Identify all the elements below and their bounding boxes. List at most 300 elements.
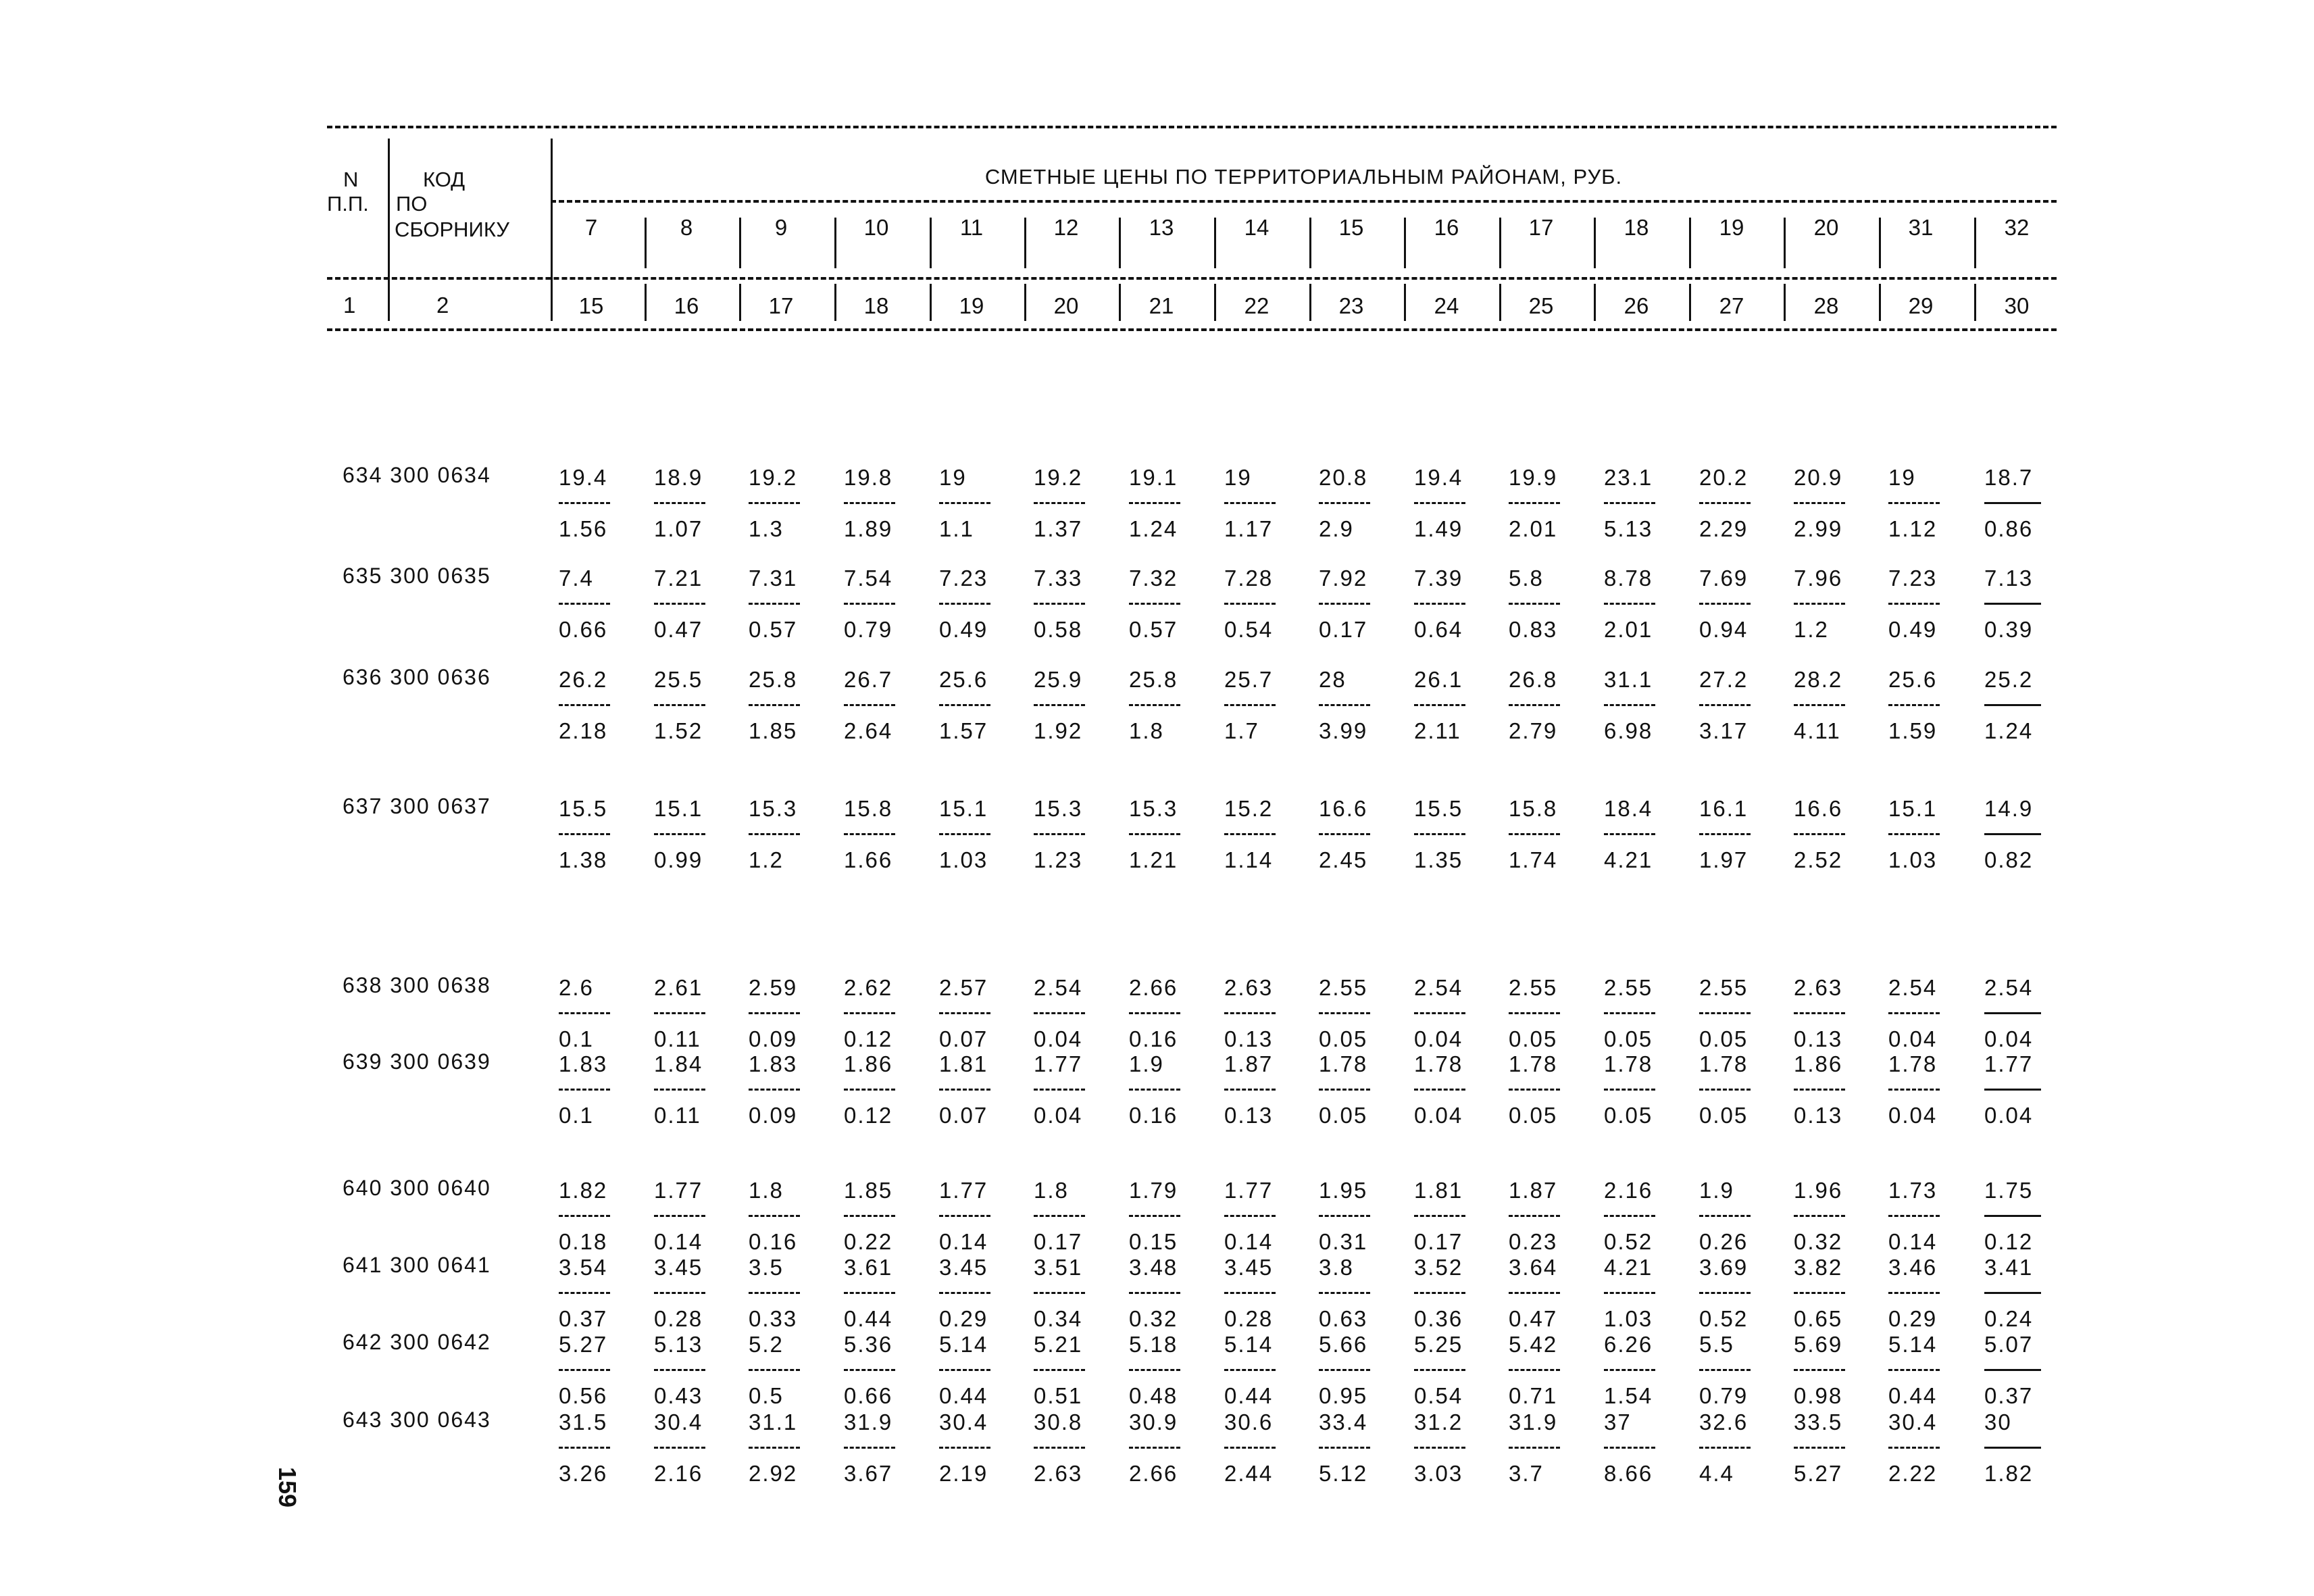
cost-value: 0.49	[939, 617, 988, 642]
price-value: 5.5	[1699, 1332, 1734, 1357]
price-cell	[844, 1051, 925, 1128]
cost-value: 0.16	[749, 1229, 798, 1254]
price-value: 27.2	[1699, 667, 1749, 692]
cost-value: 0.14	[1224, 1229, 1274, 1254]
price-value: 3.52	[1414, 1255, 1463, 1280]
cost-value: 0.48	[1129, 1383, 1178, 1408]
price-cell	[1224, 1332, 1305, 1409]
price-cell	[1604, 1051, 1685, 1128]
price-cell	[1414, 796, 1495, 873]
price-cell	[939, 1332, 1020, 1409]
cost-value: 0.05	[1319, 1026, 1368, 1051]
price-cell	[939, 566, 1020, 643]
price-value: 1.87	[1224, 1051, 1274, 1076]
price-value: 5.36	[844, 1332, 893, 1357]
colnum-separator	[1974, 284, 1976, 321]
fraction-bar	[654, 1012, 705, 1014]
fraction-bar	[1034, 704, 1085, 706]
price-value: 20.2	[1699, 465, 1749, 490]
price-cell	[1509, 1332, 1590, 1409]
price-value: 33.5	[1794, 1410, 1843, 1435]
price-value: 25.6	[939, 667, 988, 692]
row-code: 635 300 0635	[343, 564, 491, 588]
price-value: 7.28	[1224, 566, 1274, 591]
colnum-separator	[930, 284, 932, 321]
price-value: 15.1	[939, 796, 988, 821]
col2-label-line1: КОД	[423, 168, 466, 191]
price-value: 5.21	[1034, 1332, 1083, 1357]
cost-value: 0.13	[1794, 1026, 1843, 1051]
price-cell	[1699, 667, 1780, 744]
cost-value: 0.04	[1034, 1103, 1083, 1128]
price-cell	[1699, 465, 1780, 542]
fraction-bar	[1984, 1215, 2041, 1217]
district-separator	[1404, 218, 1406, 268]
price-cell	[1414, 1255, 1495, 1332]
price-cell	[654, 796, 735, 873]
fraction-bar	[1509, 1447, 1560, 1449]
fraction-bar	[559, 1292, 610, 1294]
fraction-bar	[1129, 1012, 1180, 1014]
price-value: 3.64	[1509, 1255, 1558, 1280]
cost-value: 1.57	[939, 718, 988, 743]
fraction-bar	[1129, 833, 1180, 835]
fraction-bar	[1224, 1292, 1276, 1294]
fraction-bar	[1414, 1012, 1465, 1014]
column-number: 18	[863, 293, 889, 318]
price-value: 1.86	[844, 1051, 893, 1076]
price-cell	[1034, 1332, 1115, 1409]
cost-value: 1.24	[1129, 516, 1178, 541]
district-number: 8	[680, 215, 693, 240]
price-value: 4.21	[1604, 1255, 1653, 1280]
price-value: 1.77	[1984, 1051, 2034, 1076]
cost-value: 0.1	[559, 1026, 594, 1051]
fraction-bar	[1319, 1369, 1370, 1371]
fraction-bar	[1888, 1292, 1940, 1294]
price-cell	[1888, 465, 1969, 542]
price-value: 30.8	[1034, 1410, 1083, 1435]
price-value: 14.9	[1984, 796, 2034, 821]
price-value: 31.2	[1414, 1410, 1463, 1435]
price-cell	[1888, 1332, 1969, 1409]
price-value: 25.9	[1034, 667, 1083, 692]
fraction-bar	[1319, 1292, 1370, 1294]
fraction-bar	[844, 1292, 895, 1294]
price-cell	[1129, 667, 1210, 744]
district-separator	[930, 218, 932, 268]
fraction-bar	[1888, 704, 1940, 706]
fraction-bar	[1414, 704, 1465, 706]
price-cell	[1604, 1410, 1685, 1487]
price-cell	[1319, 1410, 1400, 1487]
price-value: 19.8	[844, 465, 893, 490]
price-value: 3.54	[559, 1255, 608, 1280]
price-cell	[1984, 1410, 2065, 1487]
price-value: 2.55	[1509, 975, 1558, 1000]
price-value: 31.9	[1509, 1410, 1558, 1435]
price-cell	[1034, 975, 1115, 1052]
price-value: 5.2	[749, 1332, 784, 1357]
price-cell	[559, 975, 640, 1052]
cost-value: 0.33	[749, 1306, 798, 1331]
price-cell	[1794, 1410, 1875, 1487]
cost-value: 8.66	[1604, 1461, 1653, 1486]
price-cell	[844, 1410, 925, 1487]
price-cell	[1129, 566, 1210, 643]
fraction-bar	[1509, 1089, 1560, 1091]
price-cell	[1699, 1410, 1780, 1487]
price-value: 15.8	[1509, 796, 1558, 821]
fraction-bar	[1984, 704, 2041, 706]
price-value: 26.1	[1414, 667, 1463, 692]
cost-value: 2.18	[559, 718, 608, 743]
row-code: 639 300 0639	[343, 1049, 491, 1074]
fraction-bar	[844, 704, 895, 706]
price-value: 16.6	[1319, 796, 1368, 821]
district-number: 14	[1244, 215, 1269, 240]
fraction-bar	[1034, 502, 1085, 504]
fraction-bar	[1888, 1369, 1940, 1371]
fraction-bar	[939, 603, 990, 605]
price-value: 19.2	[1034, 465, 1083, 490]
price-value: 2.54	[1414, 975, 1463, 1000]
price-cell	[1129, 796, 1210, 873]
fraction-bar	[1604, 1089, 1655, 1091]
price-cell	[844, 667, 925, 744]
district-number: 15	[1338, 215, 1364, 240]
price-cell	[1604, 465, 1685, 542]
cost-value: 5.27	[1794, 1461, 1843, 1486]
price-value: 7.13	[1984, 566, 2034, 591]
price-cell	[939, 1255, 1020, 1332]
price-value: 2.66	[1129, 975, 1178, 1000]
price-cell	[1794, 975, 1875, 1052]
price-cell	[1034, 667, 1115, 744]
price-value: 30.4	[654, 1410, 703, 1435]
cost-value: 2.01	[1509, 516, 1558, 541]
price-cell	[1984, 667, 2065, 744]
fraction-bar	[1604, 603, 1655, 605]
cost-value: 0.34	[1034, 1306, 1083, 1331]
price-cell	[1888, 566, 1969, 643]
price-cell	[559, 667, 640, 744]
price-cell	[1794, 667, 1875, 744]
cost-value: 0.14	[939, 1229, 988, 1254]
price-cell	[1319, 1332, 1400, 1409]
fraction-bar	[1034, 603, 1085, 605]
price-cell	[1604, 1332, 1685, 1409]
price-value: 37	[1604, 1410, 1632, 1435]
price-cell	[749, 796, 830, 873]
fraction-bar	[1509, 1012, 1560, 1014]
price-cell	[749, 1051, 830, 1128]
fraction-bar	[1129, 1447, 1180, 1449]
fraction-bar	[1794, 1012, 1845, 1014]
price-cell	[1984, 1051, 2065, 1128]
district-separator	[1689, 218, 1691, 268]
fraction-bar	[1604, 704, 1655, 706]
district-number: 13	[1149, 215, 1174, 240]
cost-value: 1.8	[1129, 718, 1164, 743]
price-value: 5.13	[654, 1332, 703, 1357]
price-value: 1.85	[844, 1178, 893, 1203]
fraction-bar	[1604, 1292, 1655, 1294]
fraction-bar	[1699, 1292, 1751, 1294]
cost-value: 1.35	[1414, 847, 1463, 872]
price-value: 19.4	[1414, 465, 1463, 490]
price-cell	[1414, 667, 1495, 744]
price-value: 2.55	[1319, 975, 1368, 1000]
price-value: 2.16	[1604, 1178, 1653, 1203]
fraction-bar	[1794, 1369, 1845, 1371]
cost-value: 1.66	[844, 847, 893, 872]
cost-value: 5.12	[1319, 1461, 1368, 1486]
fraction-bar	[559, 1012, 610, 1014]
fraction-bar	[844, 1089, 895, 1091]
price-cell	[559, 1255, 640, 1332]
price-cell	[1414, 1410, 1495, 1487]
price-cell	[1224, 667, 1305, 744]
price-value: 19	[939, 465, 967, 490]
cost-value: 0.24	[1984, 1306, 2034, 1331]
fraction-bar	[1794, 1215, 1845, 1217]
price-cell	[1414, 975, 1495, 1052]
price-value: 2.61	[654, 975, 703, 1000]
fraction-bar	[1319, 502, 1370, 504]
price-cell	[1984, 1332, 2065, 1409]
price-cell	[1224, 465, 1305, 542]
colnum-separator	[1879, 284, 1881, 321]
price-cell	[1699, 566, 1780, 643]
price-value: 31.5	[559, 1410, 608, 1435]
fraction-bar	[1129, 1369, 1180, 1371]
cost-value: 0.36	[1414, 1306, 1463, 1331]
col2-label-line3: СБОРНИКУ	[395, 218, 509, 241]
cost-value: 0.56	[559, 1383, 608, 1408]
price-cell	[939, 1178, 1020, 1255]
cost-value: 2.22	[1888, 1461, 1938, 1486]
cost-value: 0.54	[1224, 617, 1274, 642]
price-value: 2.54	[1984, 975, 2034, 1000]
price-cell	[1509, 796, 1590, 873]
fraction-bar	[749, 502, 800, 504]
fraction-bar	[654, 603, 705, 605]
price-cell	[1224, 566, 1305, 643]
fraction-bar	[939, 833, 990, 835]
cost-value: 0.1	[559, 1103, 594, 1128]
price-value: 1.77	[1224, 1178, 1274, 1203]
cost-value: 0.99	[654, 847, 703, 872]
fraction-bar	[654, 1369, 705, 1371]
row-code: 637 300 0637	[343, 794, 491, 818]
price-value: 1.78	[1699, 1051, 1749, 1076]
price-value: 5.66	[1319, 1332, 1368, 1357]
price-value: 7.54	[844, 566, 893, 591]
price-value: 5.14	[939, 1332, 988, 1357]
price-cell	[1509, 465, 1590, 542]
price-cell	[1034, 796, 1115, 873]
fraction-bar	[559, 1369, 610, 1371]
fraction-bar	[1984, 833, 2041, 835]
cost-value: 1.59	[1888, 718, 1938, 743]
cost-value: 2.29	[1699, 516, 1749, 541]
cost-value: 0.79	[844, 617, 893, 642]
fraction-bar	[1319, 704, 1370, 706]
district-separator	[739, 218, 741, 268]
fraction-bar	[1129, 704, 1180, 706]
cost-value: 0.66	[559, 617, 608, 642]
fraction-bar	[1888, 502, 1940, 504]
fraction-bar	[1509, 1292, 1560, 1294]
price-cell	[1794, 465, 1875, 542]
price-cell	[1129, 975, 1210, 1052]
price-cell	[654, 465, 735, 542]
fraction-bar	[1034, 1215, 1085, 1217]
price-cell	[1509, 975, 1590, 1052]
price-value: 1.83	[559, 1051, 608, 1076]
cost-value: 1.03	[939, 847, 988, 872]
price-cell	[1509, 1255, 1590, 1332]
cost-value: 1.7	[1224, 718, 1259, 743]
colnum-separator	[1594, 284, 1596, 321]
price-value: 2.54	[1888, 975, 1938, 1000]
cost-value: 4.21	[1604, 847, 1653, 872]
colnum-separator	[834, 284, 836, 321]
cost-value: 0.17	[1319, 617, 1368, 642]
fraction-bar	[1224, 1447, 1276, 1449]
price-value: 16.1	[1699, 796, 1749, 821]
cost-value: 0.52	[1699, 1306, 1749, 1331]
cost-value: 1.21	[1129, 847, 1178, 872]
col1-label-line1: N	[343, 168, 359, 191]
cost-value: 2.11	[1414, 718, 1461, 743]
fraction-bar	[654, 1447, 705, 1449]
district-separator	[1974, 218, 1976, 268]
price-cell	[1224, 796, 1305, 873]
price-value: 3.45	[654, 1255, 703, 1280]
price-value: 5.42	[1509, 1332, 1558, 1357]
row-code: 638 300 0638	[343, 973, 491, 997]
price-cell	[749, 1255, 830, 1332]
district-number: 20	[1813, 215, 1839, 240]
cost-value: 1.49	[1414, 516, 1463, 541]
fraction-bar	[559, 833, 610, 835]
price-value: 8.78	[1604, 566, 1653, 591]
col1-label-line2: П.П.	[327, 192, 369, 216]
price-cell	[1129, 1332, 1210, 1409]
price-value: 30.9	[1129, 1410, 1178, 1435]
price-cell	[939, 796, 1020, 873]
cost-value: 0.04	[1984, 1103, 2034, 1128]
price-cell	[1129, 1178, 1210, 1255]
price-value: 1.9	[1129, 1051, 1164, 1076]
cost-value: 0.13	[1224, 1026, 1274, 1051]
colnum-separator	[1784, 284, 1786, 321]
price-value: 5.27	[559, 1332, 608, 1357]
fraction-bar	[1888, 1089, 1940, 1091]
price-value: 3.82	[1794, 1255, 1843, 1280]
fraction-bar	[1509, 502, 1560, 504]
col-num-1: 1	[343, 293, 356, 318]
fraction-bar	[844, 1447, 895, 1449]
fraction-bar	[559, 1215, 610, 1217]
fraction-bar	[1699, 1089, 1751, 1091]
district-separator	[1309, 218, 1311, 268]
fraction-bar	[844, 1012, 895, 1014]
price-value: 31.1	[749, 1410, 798, 1435]
price-cell	[939, 1051, 1020, 1128]
cost-value: 0.94	[1699, 617, 1749, 642]
column-number: 24	[1434, 293, 1459, 318]
cost-value: 1.37	[1034, 516, 1083, 541]
fraction-bar	[559, 502, 610, 504]
cost-value: 0.31	[1319, 1229, 1368, 1254]
cost-value: 0.07	[939, 1026, 988, 1051]
cost-value: 1.89	[844, 516, 893, 541]
fraction-bar	[1129, 1215, 1180, 1217]
column-number: 20	[1053, 293, 1079, 318]
fraction-bar	[749, 1292, 800, 1294]
district-separator	[834, 218, 836, 268]
fraction-bar	[559, 603, 610, 605]
cost-value: 6.98	[1604, 718, 1653, 743]
fraction-bar	[749, 1089, 800, 1091]
fraction-bar	[844, 1215, 895, 1217]
fraction-bar	[1509, 833, 1560, 835]
price-cell	[1509, 566, 1590, 643]
cost-value: 0.17	[1034, 1229, 1083, 1254]
cost-value: 1.03	[1888, 847, 1938, 872]
cost-value: 1.12	[1888, 516, 1938, 541]
price-cell	[654, 975, 735, 1052]
colnum-separator	[645, 284, 647, 321]
cost-value: 0.37	[1984, 1383, 2034, 1408]
price-cell	[1984, 566, 2065, 643]
cost-value: 0.12	[1984, 1229, 2034, 1254]
fraction-bar	[1984, 1292, 2041, 1294]
colnum-separator	[1689, 284, 1691, 321]
price-value: 1.95	[1319, 1178, 1368, 1203]
fraction-bar	[1034, 1089, 1085, 1091]
price-cell	[1888, 1410, 1969, 1487]
district-number: 12	[1053, 215, 1079, 240]
column-number: 17	[768, 293, 794, 318]
price-value: 19.2	[749, 465, 798, 490]
header-bottom-rule	[327, 328, 2057, 331]
cost-value: 0.71	[1509, 1383, 1558, 1408]
price-value: 7.23	[939, 566, 988, 591]
cost-value: 0.82	[1984, 847, 2034, 872]
cost-value: 0.95	[1319, 1383, 1368, 1408]
cost-value: 2.45	[1319, 847, 1368, 872]
price-cell	[559, 566, 640, 643]
cost-value: 0.49	[1888, 617, 1938, 642]
price-value: 20.8	[1319, 465, 1368, 490]
fraction-bar	[1699, 1012, 1751, 1014]
price-cell	[1604, 796, 1685, 873]
cost-value: 2.99	[1794, 516, 1843, 541]
price-value: 25.5	[654, 667, 703, 692]
fraction-bar	[939, 1292, 990, 1294]
cost-value: 0.11	[654, 1026, 701, 1051]
district-number: 16	[1434, 215, 1459, 240]
price-value: 30	[1984, 1410, 2012, 1435]
cost-value: 0.43	[654, 1383, 703, 1408]
price-value: 1.75	[1984, 1178, 2034, 1203]
price-cell	[1034, 465, 1115, 542]
price-cell	[1319, 566, 1400, 643]
